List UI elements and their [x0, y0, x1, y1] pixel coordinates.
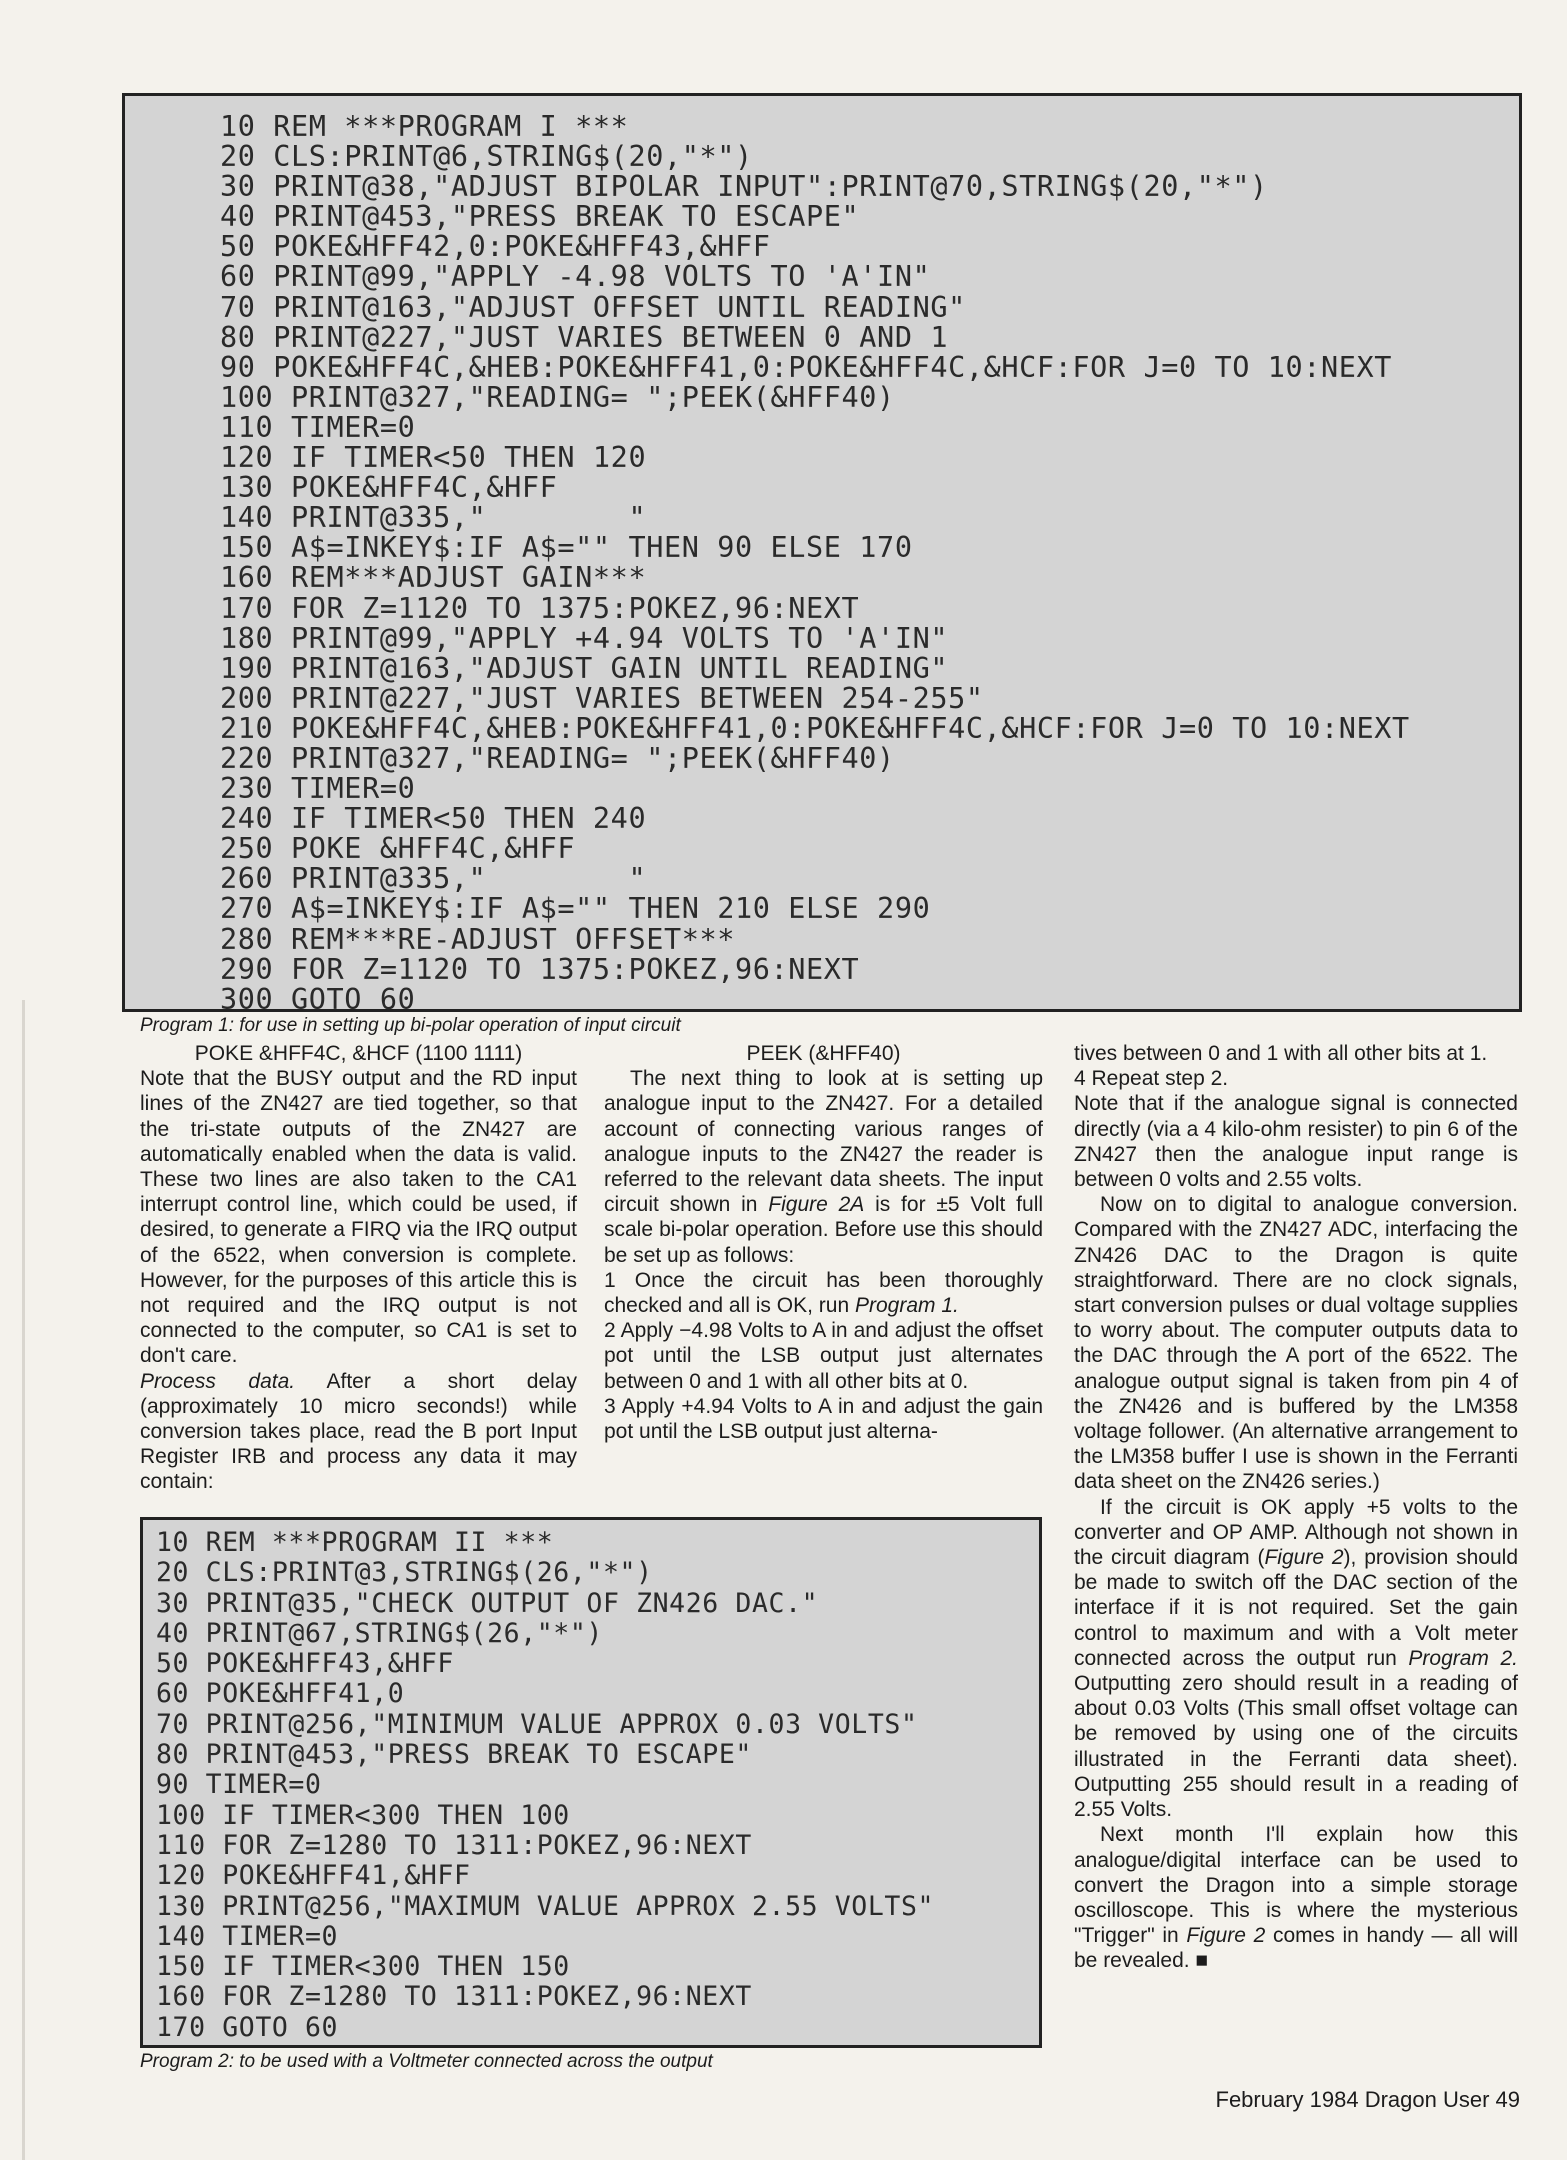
page-edge-shadow	[22, 1000, 25, 2160]
program2-line: 40 PRINT@67,STRING$(26,"*")	[156, 1617, 603, 1649]
program2-line: 50 POKE&HFF43,&HFF	[156, 1648, 454, 1680]
column1-para1: Note that the BUSY output and the RD input lines of the ZN427 are tied together, so that the tri-state outputs of the ZN427 are automatically enabled when the data is valid. These two lines are also taken to the CA1 interrupt control line, which could be used, if desired, to generate a FIRQ via the IRQ output of the 6522, when conversion is complete. However, for the purposes of this article this is not required and the IRQ output is not connected to the computer, so CA1 is set to don't care.	[140, 1067, 577, 1368]
program1-line: 290 FOR Z=1120 TO 1375:POKEZ,96:NEXT	[220, 952, 860, 986]
program1-caption: Program 1: for use in setting up bi-polar operation of input circuit	[140, 1015, 681, 1036]
program2-line: 70 PRINT@256,"MINIMUM VALUE APPROX 0.03 VOLTS"	[156, 1708, 918, 1740]
program1-line: 70 PRINT@163,"ADJUST OFFSET UNTIL READING"	[220, 290, 966, 324]
program1-line: 220 PRINT@327,"READING= ";PEEK(&HFF40)	[220, 741, 895, 775]
program1-line: 80 PRINT@227,"JUST VARIES BETWEEN 0 AND 1	[220, 320, 949, 354]
column1-para2-lead: Process data.	[140, 1369, 296, 1393]
program1-line: 40 PRINT@453,"PRESS BREAK TO ESCAPE"	[220, 200, 860, 234]
program2-line: 170 GOTO 60	[156, 2011, 339, 2043]
program2-line: 30 PRINT@35,"CHECK OUTPUT OF ZN426 DAC."	[156, 1587, 819, 1619]
column2-para1	[604, 1066, 1043, 1268]
column-1	[140, 1041, 577, 1495]
program1-line: 260 PRINT@335," "	[220, 862, 647, 896]
program1-line: 50 POKE&HFF42,0:POKE&HFF43,&HFF	[220, 230, 771, 264]
program2-line: 120 POKE&HFF41,&HFF	[156, 1860, 471, 1892]
page-footer: February 1984 Dragon User 49	[1215, 2087, 1520, 2112]
program1-line: 230 TIMER=0	[220, 772, 416, 806]
program2-line: 150 IF TIMER<300 THEN 150	[156, 1951, 570, 1983]
program2-line: 100 IF TIMER<300 THEN 100	[156, 1799, 570, 1831]
column3-step4: 4 Repeat step 2.	[1074, 1067, 1229, 1091]
program1-line: 300 GOTO 60	[220, 982, 416, 1016]
program1-line: 210 POKE&HFF4C,&HEB:POKE&HFF41,0:POKE&HFF4C,&HCF:FOR J=0 TO 10:NEXT	[220, 711, 1410, 745]
program1-line: 10 REM ***PROGRAM I ***	[220, 110, 629, 143]
column3-dac-para: Now on to digital to analogue conversion. Compared with the ZN427 ADC, interfacing the ZN426 DAC to the Dragon is quite straightforward. There are no clock signals, start conversion pulses or dual voltage supplies to worry about. The computer outputs data to the DAC through the A port of the 6522. The analogue output signal is taken from pin 4 of the ZN426 and is buffered by the LM358 voltage follower. (An alternative arrangement to the LM358 buffer I use is shown in the Ferranti data sheet on the ZN426 series.)	[1074, 1193, 1518, 1494]
program1-line: 250 POKE &HFF4C,&HFF	[220, 832, 576, 866]
program2-line: 160 FOR Z=1280 TO 1311:POKEZ,96:NEXT	[156, 1981, 752, 2013]
program1-line: 110 TIMER=0	[220, 410, 416, 444]
column-2	[604, 1041, 1043, 1444]
column2-fig-ref: Figure 2A	[768, 1193, 865, 1217]
program2-listing	[140, 1517, 1042, 2048]
column3-ok-fig-ref: Figure 2	[1264, 1546, 1344, 1570]
program2-line: 130 PRINT@256,"MAXIMUM VALUE APPROX 2.55 VOLTS"	[156, 1890, 935, 1922]
column2-para1-b: is for ±5 Volt full scale bi-polar operation. Before use this should be set up as follows:	[604, 1193, 1044, 1267]
column3-next-para	[1074, 1822, 1518, 1973]
program1-line: 60 PRINT@99,"APPLY -4.98 VOLTS TO 'A'IN"	[220, 260, 931, 294]
program1-line: 140 PRINT@335," "	[220, 501, 647, 535]
program1-line: 240 IF TIMER<50 THEN 240	[220, 802, 647, 836]
program1-line: 160 REM***ADJUST GAIN***	[220, 561, 647, 595]
program2-line: 140 TIMER=0	[156, 1920, 339, 1952]
column3-ok-c: Outputting zero should result in a reading of about 0.03 Volts (This small offset voltage can be removed by using one of the circuits illustrated in the Ferranti data sheet). Outputting 255 should result in a reading of 2.55 Volts.	[1074, 1672, 1518, 1822]
program1-line: 120 IF TIMER<50 THEN 120	[220, 441, 647, 475]
column2-step3: 3 Apply +4.94 Volts to A in and adjust the gain pot until the LSB output just alterna-	[604, 1394, 1043, 1444]
program1-line: 30 PRINT@38,"ADJUST BIPOLAR INPUT":PRINT@70,STRING$(20,"*")	[220, 170, 1268, 204]
column1-heading: POKE &HFF4C, &HCF (1100 1111)	[194, 1042, 523, 1065]
program1-line: 130 POKE&HFF4C,&HFF	[220, 471, 558, 505]
column3-note: Note that if the analogue signal is connected directly (via a 4 kilo-ohm resister) to pin 6 of the ZN427 then the analogue input range is between 0 volts and 2.55 volts.	[1074, 1092, 1518, 1192]
program1-line: 150 A$=INKEY$:IF A$="" THEN 90 ELSE 170	[220, 531, 913, 565]
column3-next-b: comes in handy — all will be revealed. ■	[1074, 1924, 1518, 1973]
column2-heading: PEEK (&HFF40)	[746, 1042, 901, 1065]
program1-line: 20 CLS:PRINT@6,STRING$(20,"*")	[220, 140, 753, 174]
program1-line: 170 FOR Z=1120 TO 1375:POKEZ,96:NEXT	[220, 591, 860, 625]
program1-line: 180 PRINT@99,"APPLY +4.94 VOLTS TO 'A'IN"	[220, 621, 949, 655]
program2-line: 20 CLS:PRINT@3,STRING$(26,"*")	[156, 1557, 653, 1589]
column1-para2-text: After a short delay (approximately 10 micro seconds!) while conversion takes place, read the B port Input Register IRB and process any data it may contain:	[140, 1369, 577, 1494]
column2-step1-program-ref: Program 1.	[854, 1294, 959, 1318]
column3-ok-a: If the circuit is OK apply +5 volts to the converter and OP AMP. Although not shown in the circuit diagram (	[1074, 1495, 1518, 1570]
column1-para2	[140, 1369, 577, 1495]
program2-line: 60 POKE&HFF41,0	[156, 1678, 405, 1710]
program1-line: 280 REM***RE-ADJUST OFFSET***	[220, 922, 735, 956]
column3-next-fig-ref: Figure 2	[1186, 1924, 1266, 1948]
column-3	[1074, 1041, 1518, 1974]
column3-next-a: Next month I'll explain how this analogue/digital interface can be used to convert the Dragon into a simple storage oscilloscope. This is where the mysterious "Trigger" in	[1074, 1823, 1518, 1948]
column2-step1-text: 1 Once the circuit has been thoroughly checked and all is OK, run	[604, 1268, 1043, 1318]
program1-listing	[122, 93, 1522, 1016]
column3-ok-program-ref: Program 2.	[1408, 1646, 1518, 1670]
program1-line: 200 PRINT@227,"JUST VARIES BETWEEN 254-255"	[220, 681, 984, 715]
program2-caption: Program 2: to be used with a Voltmeter connected across the output	[140, 2051, 713, 2072]
column2-step2: 2 Apply −4.98 Volts to A in and adjust the offset pot until the LSB output just alternates between 0 and 1 with all other bits at 0.	[604, 1319, 1043, 1393]
column3-ok-para	[1074, 1495, 1518, 1823]
column2-step1	[604, 1268, 1043, 1318]
program2-line: 80 PRINT@453,"PRESS BREAK TO ESCAPE"	[156, 1739, 752, 1771]
program1-line: 90 POKE&HFF4C,&HEB:POKE&HFF41,0:POKE&HFF4C,&HCF:FOR J=0 TO 10:NEXT	[220, 350, 1393, 384]
column3-continuation: tives between 0 and 1 with all other bits at 1.	[1074, 1042, 1488, 1065]
program1-line: 190 PRINT@163,"ADJUST GAIN UNTIL READING"	[220, 651, 949, 685]
program2-line: 110 FOR Z=1280 TO 1311:POKEZ,96:NEXT	[156, 1829, 752, 1861]
program2-line: 10 REM ***PROGRAM II ***	[156, 1527, 554, 1558]
column2-para1-a: The next thing to look at is setting up analogue input to the ZN427. For a detailed account of connecting various ranges of analogue inputs to the ZN427 the reader is referred to the relevant data sheets. The input circuit shown in	[604, 1067, 1043, 1217]
program2-line: 90 TIMER=0	[156, 1769, 322, 1801]
program1-line: 100 PRINT@327,"READING= ";PEEK(&HFF40)	[220, 380, 895, 414]
column3-ok-b: ), provision should be made to switch off the DAC section of the interface if it is not required. Set the gain control to maximum and with a Volt meter connected across the output run	[1074, 1546, 1518, 1670]
program1-line: 270 A$=INKEY$:IF A$="" THEN 210 ELSE 290	[220, 892, 931, 926]
